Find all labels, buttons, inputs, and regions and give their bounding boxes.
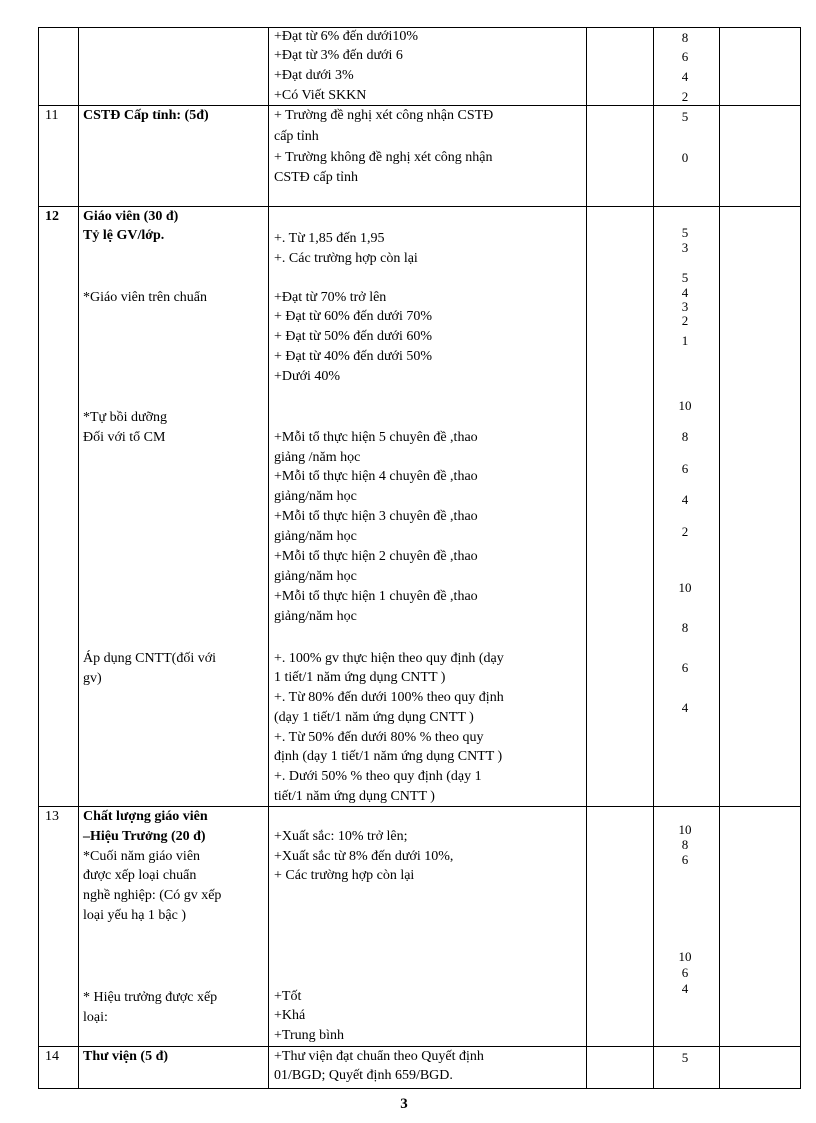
criterion: +. Từ 50% đến dưới 80% % theo quy (274, 730, 484, 745)
score: 8 (681, 30, 689, 45)
score: 8 (681, 620, 689, 635)
score: 6 (681, 49, 689, 64)
row-number: 12 (45, 209, 59, 224)
score: 6 (681, 852, 689, 867)
criterion: +Mỗi tổ thực hiện 4 chuyên đề ,thao (274, 469, 478, 484)
criterion: + Trường đề nghị xét công nhận CSTĐ (274, 108, 494, 123)
score: 6 (681, 660, 689, 675)
criterion: định (dạy 1 tiết/1 năm ứng dụng CNTT ) (274, 749, 503, 764)
criterion: giảng /năm học (274, 450, 361, 465)
criterion: tiết/1 năm ứng dụng CNTT ) (274, 789, 435, 804)
criterion: + Trường không đề nghị xét công nhận (274, 150, 493, 165)
criterion: CSTĐ cấp tỉnh (274, 170, 358, 185)
score: 6 (681, 965, 689, 980)
criterion: +Mỗi tổ thực hiện 2 chuyên đề ,thao (274, 549, 478, 564)
criterion: +. 100% gv thực hiện theo quy định (dạy (274, 651, 504, 666)
section-label: được xếp loại chuẩn (83, 868, 197, 883)
score: 8 (681, 837, 689, 852)
criterion: +. Từ 1,85 đến 1,95 (274, 231, 385, 246)
score: 3 (681, 240, 689, 255)
section-label: loại yếu hạ 1 bậc ) (83, 908, 187, 923)
criterion: +Trung bình (274, 1028, 345, 1043)
criterion: +Mỗi tổ thực hiện 5 chuyên đề ,thao (274, 430, 478, 445)
section-label: nghề nghiệp: (Có gv xếp (83, 888, 222, 903)
criterion: +Mỗi tổ thực hiện 1 chuyên đề ,thao (274, 589, 478, 604)
criterion: + Đạt từ 60% đến dưới 70% (274, 309, 433, 324)
row-number: 13 (45, 809, 59, 824)
section-label: *Cuối năm giáo viên (83, 849, 201, 864)
criterion: +Tốt (274, 989, 302, 1004)
criterion: +. Các trường hợp còn lại (274, 251, 418, 266)
criterion: +Đạt dưới 3% (274, 68, 354, 83)
row-title: Thư viện (5 đ) (83, 1049, 169, 1064)
score: 5 (681, 225, 689, 240)
page-number: 3 (400, 1096, 408, 1112)
score: 0 (681, 150, 689, 165)
score: 8 (681, 429, 689, 444)
score: 6 (681, 461, 689, 476)
section-label: Đối với tổ CM (83, 430, 166, 445)
criterion: +Đạt từ 70% trở lên (274, 290, 387, 305)
criterion: +Thư viện đạt chuẩn theo Quyết định (274, 1049, 484, 1064)
row-title: –Hiệu Trưởng (20 đ) (83, 829, 206, 844)
section-label: gv) (83, 671, 102, 686)
score: 10 (678, 398, 692, 413)
score: 5 (681, 109, 689, 124)
criterion: + Đạt từ 40% đến dưới 50% (274, 349, 433, 364)
score: 4 (681, 69, 689, 84)
criterion: giảng/năm học (274, 609, 357, 624)
criterion: cấp tỉnh (274, 129, 319, 144)
criterion: +. Từ 80% đến dưới 100% theo quy định (274, 690, 504, 705)
score: 3 (681, 299, 689, 314)
score: 4 (681, 700, 689, 715)
row-subtitle: Tỷ lệ GV/lớp. (83, 228, 165, 243)
criterion: giảng/năm học (274, 569, 357, 584)
criterion: (dạy 1 tiết/1 năm ứng dụng CNTT ) (274, 710, 474, 725)
row-number: 14 (45, 1049, 59, 1064)
score: 1 (681, 333, 689, 348)
section-label: * Hiệu trưởng được xếp (83, 990, 218, 1005)
row-number: 11 (45, 108, 59, 123)
score: 2 (681, 89, 689, 104)
criterion: 01/BGD; Quyết định 659/BGD. (274, 1068, 453, 1083)
criterion: +Đạt từ 3% đến dưới 6 (274, 48, 403, 63)
criterion: +Có Viết SKKN (274, 88, 367, 103)
criterion: 1 tiết/1 năm ứng dụng CNTT ) (274, 670, 446, 685)
section-label: loại: (83, 1010, 108, 1025)
score: 4 (681, 492, 689, 507)
section-label: *Giáo viên trên chuẩn (83, 290, 208, 305)
score: 2 (681, 524, 689, 539)
score: 5 (681, 270, 689, 285)
score: 10 (678, 580, 692, 595)
score: 2 (681, 313, 689, 328)
section-label: Áp dụng CNTT(đối với (83, 651, 217, 666)
row-title: Chất lượng giáo viên (83, 809, 208, 824)
section-label: *Tự bồi dưỡng (83, 410, 168, 425)
score: 5 (681, 1050, 689, 1065)
row-title: Giáo viên (30 đ) (83, 209, 179, 224)
criterion: giảng/năm học (274, 529, 357, 544)
criterion: +Xuất sắc: 10% trở lên; (274, 829, 408, 844)
criterion: giảng/năm học (274, 489, 357, 504)
criterion: + Đạt từ 50% đến dưới 60% (274, 329, 433, 344)
row-title: CSTĐ Cấp tỉnh: (5đ) (83, 108, 209, 123)
criterion: + Các trường hợp còn lại (274, 868, 415, 883)
score: 4 (681, 285, 689, 300)
criterion: +Mỗi tổ thực hiện 3 chuyên đề ,thao (274, 509, 478, 524)
criterion: +Dưới 40% (274, 369, 341, 384)
score: 4 (681, 981, 689, 996)
criterion: +Khá (274, 1008, 306, 1023)
score: 10 (678, 949, 692, 964)
criterion: +. Dưới 50% % theo quy định (dạy 1 (274, 769, 482, 784)
criterion: +Xuất sắc từ 8% đến dưới 10%, (274, 849, 454, 864)
score: 10 (678, 822, 692, 837)
criterion: +Đạt từ 6% đến dưới10% (274, 29, 419, 44)
